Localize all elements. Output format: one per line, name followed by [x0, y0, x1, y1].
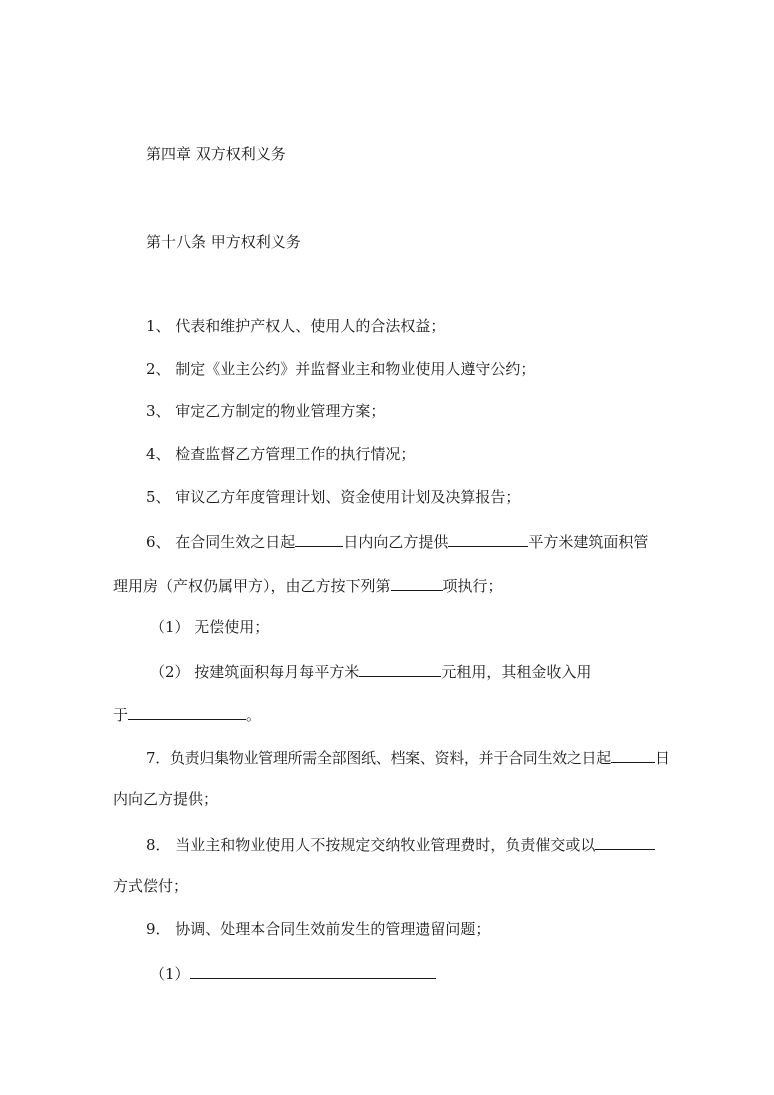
list-item-5: 5、 审议乙方年度管理计划、资金使用计划及决算报告； [146, 488, 521, 506]
sub-item-2 [150, 660, 591, 682]
sub-item-2-text-b: 元租用，其租金收入用 [441, 663, 592, 681]
list-item-6 [146, 530, 648, 552]
list-item-7-cont: 内向乙方提供； [113, 790, 219, 808]
sub-item-2-text-c: 于 [113, 706, 129, 724]
list-item-2: 2、 制定《业主公约》并监督业主和物业使用人遵守公约； [146, 360, 536, 378]
list-item-3: 3、 审定乙方制定的物业管理方案； [146, 402, 386, 420]
blank-days-7 [611, 746, 655, 763]
blank-days [295, 530, 343, 547]
list-item-6-text-d: 理用房（产权仍属甲方），由乙方按下列第 [113, 577, 391, 595]
list-item-7 [146, 746, 670, 768]
blank-method [595, 833, 655, 850]
list-item-8-cont: 方式偿付； [113, 877, 189, 895]
list-item-6-text-e: 项执行； [442, 577, 503, 595]
article-title: 第十八条 甲方权利义务 [146, 233, 301, 251]
blank-rent-use [128, 703, 246, 720]
chapter-title: 第四章 双方权利义务 [146, 145, 286, 163]
sub-item-9-1 [150, 962, 436, 984]
blank-rent [359, 660, 441, 677]
sub-item-9-1-label: （1） [150, 965, 190, 983]
list-item-4: 4、 检查监督乙方管理工作的执行情况； [146, 445, 416, 463]
list-item-7-text-a: 7．负责归集物业管理所需全部图纸、档案、资料，并于合同生效之日起 [146, 749, 611, 767]
sub-item-2-text-d: 。 [246, 706, 262, 724]
blank-area [448, 530, 528, 547]
blank-option [391, 574, 443, 591]
list-item-6-cont [113, 574, 503, 596]
list-item-6-text-c: 平方米建筑面积管 [528, 533, 649, 551]
list-item-9: 9． 协调、处理本合同生效前发生的管理遗留问题； [146, 920, 491, 938]
sub-item-2-text-a: （2） 按建筑面积每月每平方米 [150, 663, 360, 681]
sub-item-1: （1） 无偿使用； [150, 618, 270, 636]
sub-item-2-cont [113, 703, 261, 725]
list-item-6-text-a: 6、 在合同生效之日起 [146, 533, 296, 551]
list-item-8 [146, 833, 655, 855]
list-item-7-text-b: 日 [654, 749, 670, 767]
list-item-1: 1、 代表和维护产权人、使用人的合法权益； [146, 317, 446, 335]
list-item-8-text-a: 8． 当业主和物业使用人不按规定交纳牧业管理费时，负责催交或以 [146, 836, 596, 854]
blank-9-1 [190, 962, 436, 979]
list-item-6-text-b: 日内向乙方提供 [343, 533, 449, 551]
